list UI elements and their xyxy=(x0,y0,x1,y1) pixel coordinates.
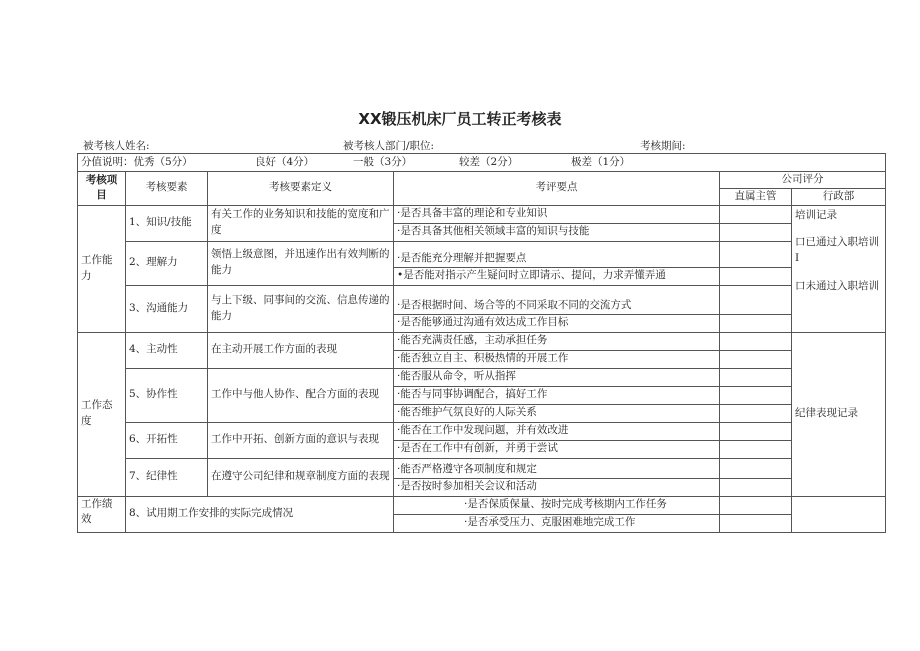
header-definition: 考核要素定义 xyxy=(208,172,394,206)
definition-discipline: 在遵守公司纪律和规章制度方面的表现 xyxy=(208,458,394,496)
training-record-label: 培训记录 xyxy=(795,208,837,221)
element-cooperation: 5、协作性 xyxy=(126,368,208,422)
supervisor-score-cell[interactable] xyxy=(720,422,792,440)
form-title: XX锻压机床厂员工转正考核表 xyxy=(358,110,562,128)
definition-cooperation: 工作中与他人协作、配合方面的表现 xyxy=(208,368,394,422)
employee-dept-label: 被考核人部门/职位: xyxy=(343,140,435,152)
supervisor-score-cell[interactable] xyxy=(720,404,792,422)
point-innovation-2: ·是否在工作中有创新，并勇于尝试 xyxy=(394,440,720,458)
period-label: 考核期间: xyxy=(640,140,686,152)
element-work-completion: 8、试用期工作安排的实际完成情况 xyxy=(126,496,394,532)
definition-communication: 与上下级、同事间的交流、信息传递的能力 xyxy=(208,285,394,332)
element-understanding: 2、理解力 xyxy=(126,241,208,285)
score-poor: 较差（2分） xyxy=(459,155,519,168)
supervisor-score-cell[interactable] xyxy=(720,440,792,458)
definition-innovation: 工作中开拓、创新方面的意识与表现 xyxy=(208,422,394,458)
header-points: 考评要点 xyxy=(394,172,720,206)
admin-score-cell[interactable] xyxy=(792,496,886,532)
training-passed-option[interactable]: 口已通过入职培训Ⅰ xyxy=(795,236,879,264)
point-understanding-1: ·是否能充分理解并把握要点 xyxy=(394,241,720,267)
supervisor-score-cell[interactable] xyxy=(720,496,792,514)
header-item: 考核项目 xyxy=(78,172,126,206)
supervisor-score-cell[interactable] xyxy=(720,205,792,223)
element-communication: 3、沟通能力 xyxy=(126,285,208,332)
supervisor-score-cell[interactable] xyxy=(720,241,792,267)
point-initiative-1: ·能否充满责任感，主动承担任务 xyxy=(394,332,720,350)
category-attitude: 工作态度 xyxy=(78,332,126,496)
supervisor-score-cell[interactable] xyxy=(720,332,792,350)
supervisor-score-cell[interactable] xyxy=(720,458,792,478)
employee-name-label: 被考核人姓名: xyxy=(83,140,150,152)
point-cooperation-3: ·能否维护气氛良好的人际关系 xyxy=(394,404,720,422)
point-knowledge-1: ·是否具备丰富的理论和专业知识 xyxy=(394,205,720,223)
header-supervisor: 直属主管 xyxy=(720,188,792,205)
supervisor-score-cell[interactable] xyxy=(720,223,792,241)
supervisor-score-cell[interactable] xyxy=(720,368,792,386)
element-innovation: 6、开拓性 xyxy=(126,422,208,458)
header-admin: 行政部 xyxy=(792,188,886,205)
category-performance: 工作绩效 xyxy=(78,496,126,532)
point-cooperation-1: ·能否服从命令，听从指挥 xyxy=(394,368,720,386)
point-cooperation-2: ·能否与同事协调配合，搞好工作 xyxy=(394,386,720,404)
assessment-table xyxy=(77,153,886,533)
category-ability: 工作能力 xyxy=(78,205,126,332)
point-communication-2: ·是否能够通过沟通有效达成工作目标 xyxy=(394,314,720,332)
supervisor-score-cell[interactable] xyxy=(720,350,792,368)
definition-understanding: 领悟上级意图，并迅速作出有效判断的能力 xyxy=(208,241,394,285)
point-understanding-2: •是否能对指示产生疑问时立即请示、提问，力求弄懂弄通 xyxy=(394,267,720,285)
supervisor-score-cell[interactable] xyxy=(720,478,792,496)
supervisor-score-cell[interactable] xyxy=(720,267,792,285)
score-excellent: 分值说明：优秀（5分） xyxy=(81,155,193,168)
admin-training-notes xyxy=(792,205,886,332)
supervisor-score-cell[interactable] xyxy=(720,514,792,532)
score-very-poor: 极差（1分） xyxy=(571,155,631,168)
score-description-row xyxy=(78,154,886,172)
training-not-passed-option[interactable]: 口未通过入职培训 xyxy=(795,279,879,292)
point-discipline-2: ·是否按时参加相关会议和活动 xyxy=(394,478,720,496)
header-company-score: 公司评分 xyxy=(720,172,886,189)
element-initiative: 4、主动性 xyxy=(126,332,208,368)
definition-initiative: 在主动开展工作方面的表现 xyxy=(208,332,394,368)
point-discipline-1: ·能否严格遵守各项制度和规定 xyxy=(394,458,720,478)
supervisor-score-cell[interactable] xyxy=(720,285,792,314)
score-good: 良好（4分） xyxy=(255,155,315,168)
point-knowledge-2: ·是否具备其他相关领域丰富的知识与技能 xyxy=(394,223,720,241)
point-initiative-2: ·能否独立自主、积极热情的开展工作 xyxy=(394,350,720,368)
score-fair: 一般（3分） xyxy=(353,155,413,168)
supervisor-score-cell[interactable] xyxy=(720,386,792,404)
point-innovation-1: ·能否在工作中发现问题，并有效改进 xyxy=(394,422,720,440)
element-knowledge: 1、知识/技能 xyxy=(126,205,208,241)
element-discipline: 7、纪律性 xyxy=(126,458,208,496)
point-performance-2: ·是否承受压力、克服困难地完成工作 xyxy=(394,514,720,532)
discipline-record-label: 纪律表现记录 xyxy=(795,407,858,420)
admin-discipline-notes xyxy=(792,332,886,496)
point-communication-1: ·是否根据时间、场合等的不同采取不同的交流方式 xyxy=(394,285,720,314)
point-performance-1: ·是否保质保量、按时完成考核期内工作任务 xyxy=(394,496,720,514)
definition-knowledge: 有关工作的业务知识和技能的宽度和广度 xyxy=(208,205,394,241)
supervisor-score-cell[interactable] xyxy=(720,314,792,332)
header-element: 考核要素 xyxy=(126,172,208,206)
